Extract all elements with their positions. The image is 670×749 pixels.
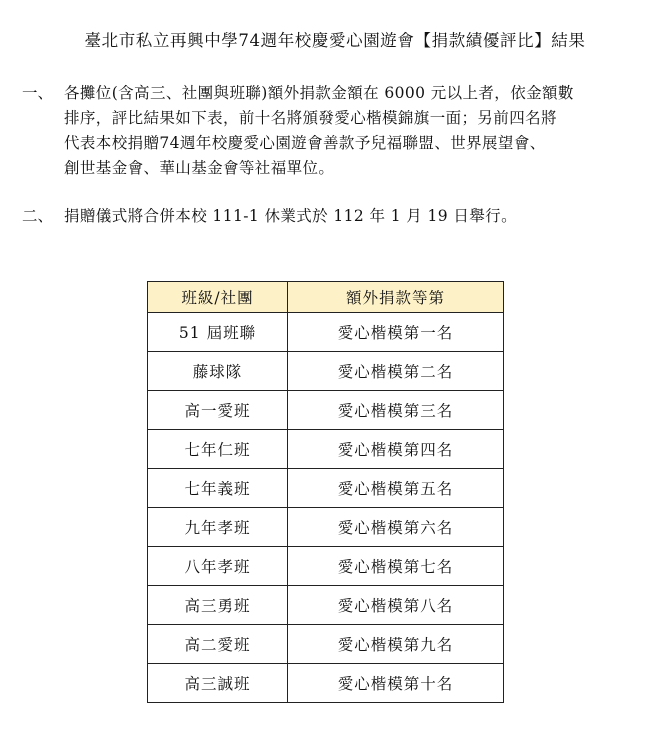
item-line: 創世基金會、華山基金會等社福單位。 — [64, 159, 335, 177]
item-line: 各攤位(含高三、社團與班聯)額外捐款金額在 6000 元以上者，依金額數 — [64, 84, 574, 102]
item-number: 二、 — [22, 207, 54, 225]
item-body — [64, 204, 652, 229]
column-header-class: 班級/社團 — [148, 282, 288, 313]
table-row — [148, 352, 504, 391]
class-cell: 高三勇班 — [148, 586, 288, 625]
item-number: 一、 — [22, 84, 54, 102]
table-row — [148, 625, 504, 664]
column-header-rank: 額外捐款等第 — [288, 282, 504, 313]
rank-cell: 愛心楷模第五名 — [288, 469, 504, 508]
class-cell: 藤球隊 — [148, 352, 288, 391]
class-cell: 51 屆班聯 — [148, 313, 288, 352]
rank-cell: 愛心楷模第四名 — [288, 430, 504, 469]
rank-cell: 愛心楷模第十名 — [288, 664, 504, 703]
notice-item-2 — [22, 204, 652, 229]
table-row — [148, 586, 504, 625]
results-table — [147, 281, 504, 703]
notice-item-1 — [22, 81, 652, 181]
table-row — [148, 508, 504, 547]
table-row — [148, 547, 504, 586]
class-cell: 八年孝班 — [148, 547, 288, 586]
rank-cell: 愛心楷模第二名 — [288, 352, 504, 391]
table-row — [148, 664, 504, 703]
item-line: 代表本校捐贈74週年校慶愛心園遊會善款予兒福聯盟、世界展望會、 — [64, 134, 546, 152]
table-row — [148, 430, 504, 469]
class-cell: 高一愛班 — [148, 391, 288, 430]
table-row — [148, 469, 504, 508]
table-header-row — [148, 282, 504, 313]
rank-cell: 愛心楷模第三名 — [288, 391, 504, 430]
table-row — [148, 313, 504, 352]
item-body — [64, 81, 652, 181]
class-cell: 高三誠班 — [148, 664, 288, 703]
class-cell: 高二愛班 — [148, 625, 288, 664]
class-cell: 七年仁班 — [148, 430, 288, 469]
page-title: 臺北市私立再興中學74週年校慶愛心園遊會【捐款績優評比】結果 — [84, 31, 586, 50]
rank-cell: 愛心楷模第七名 — [288, 547, 504, 586]
rank-cell: 愛心楷模第一名 — [288, 313, 504, 352]
rank-cell: 愛心楷模第九名 — [288, 625, 504, 664]
rank-cell: 愛心楷模第八名 — [288, 586, 504, 625]
item-line: 排序，評比結果如下表，前十名將頒發愛心楷模錦旗一面；另前四名將 — [64, 109, 557, 127]
item-line: 捐贈儀式將合併本校 111-1 休業式於 112 年 1 月 19 日舉行。 — [64, 207, 517, 225]
class-cell: 七年義班 — [148, 469, 288, 508]
rank-cell: 愛心楷模第六名 — [288, 508, 504, 547]
table-row — [148, 391, 504, 430]
class-cell: 九年孝班 — [148, 508, 288, 547]
